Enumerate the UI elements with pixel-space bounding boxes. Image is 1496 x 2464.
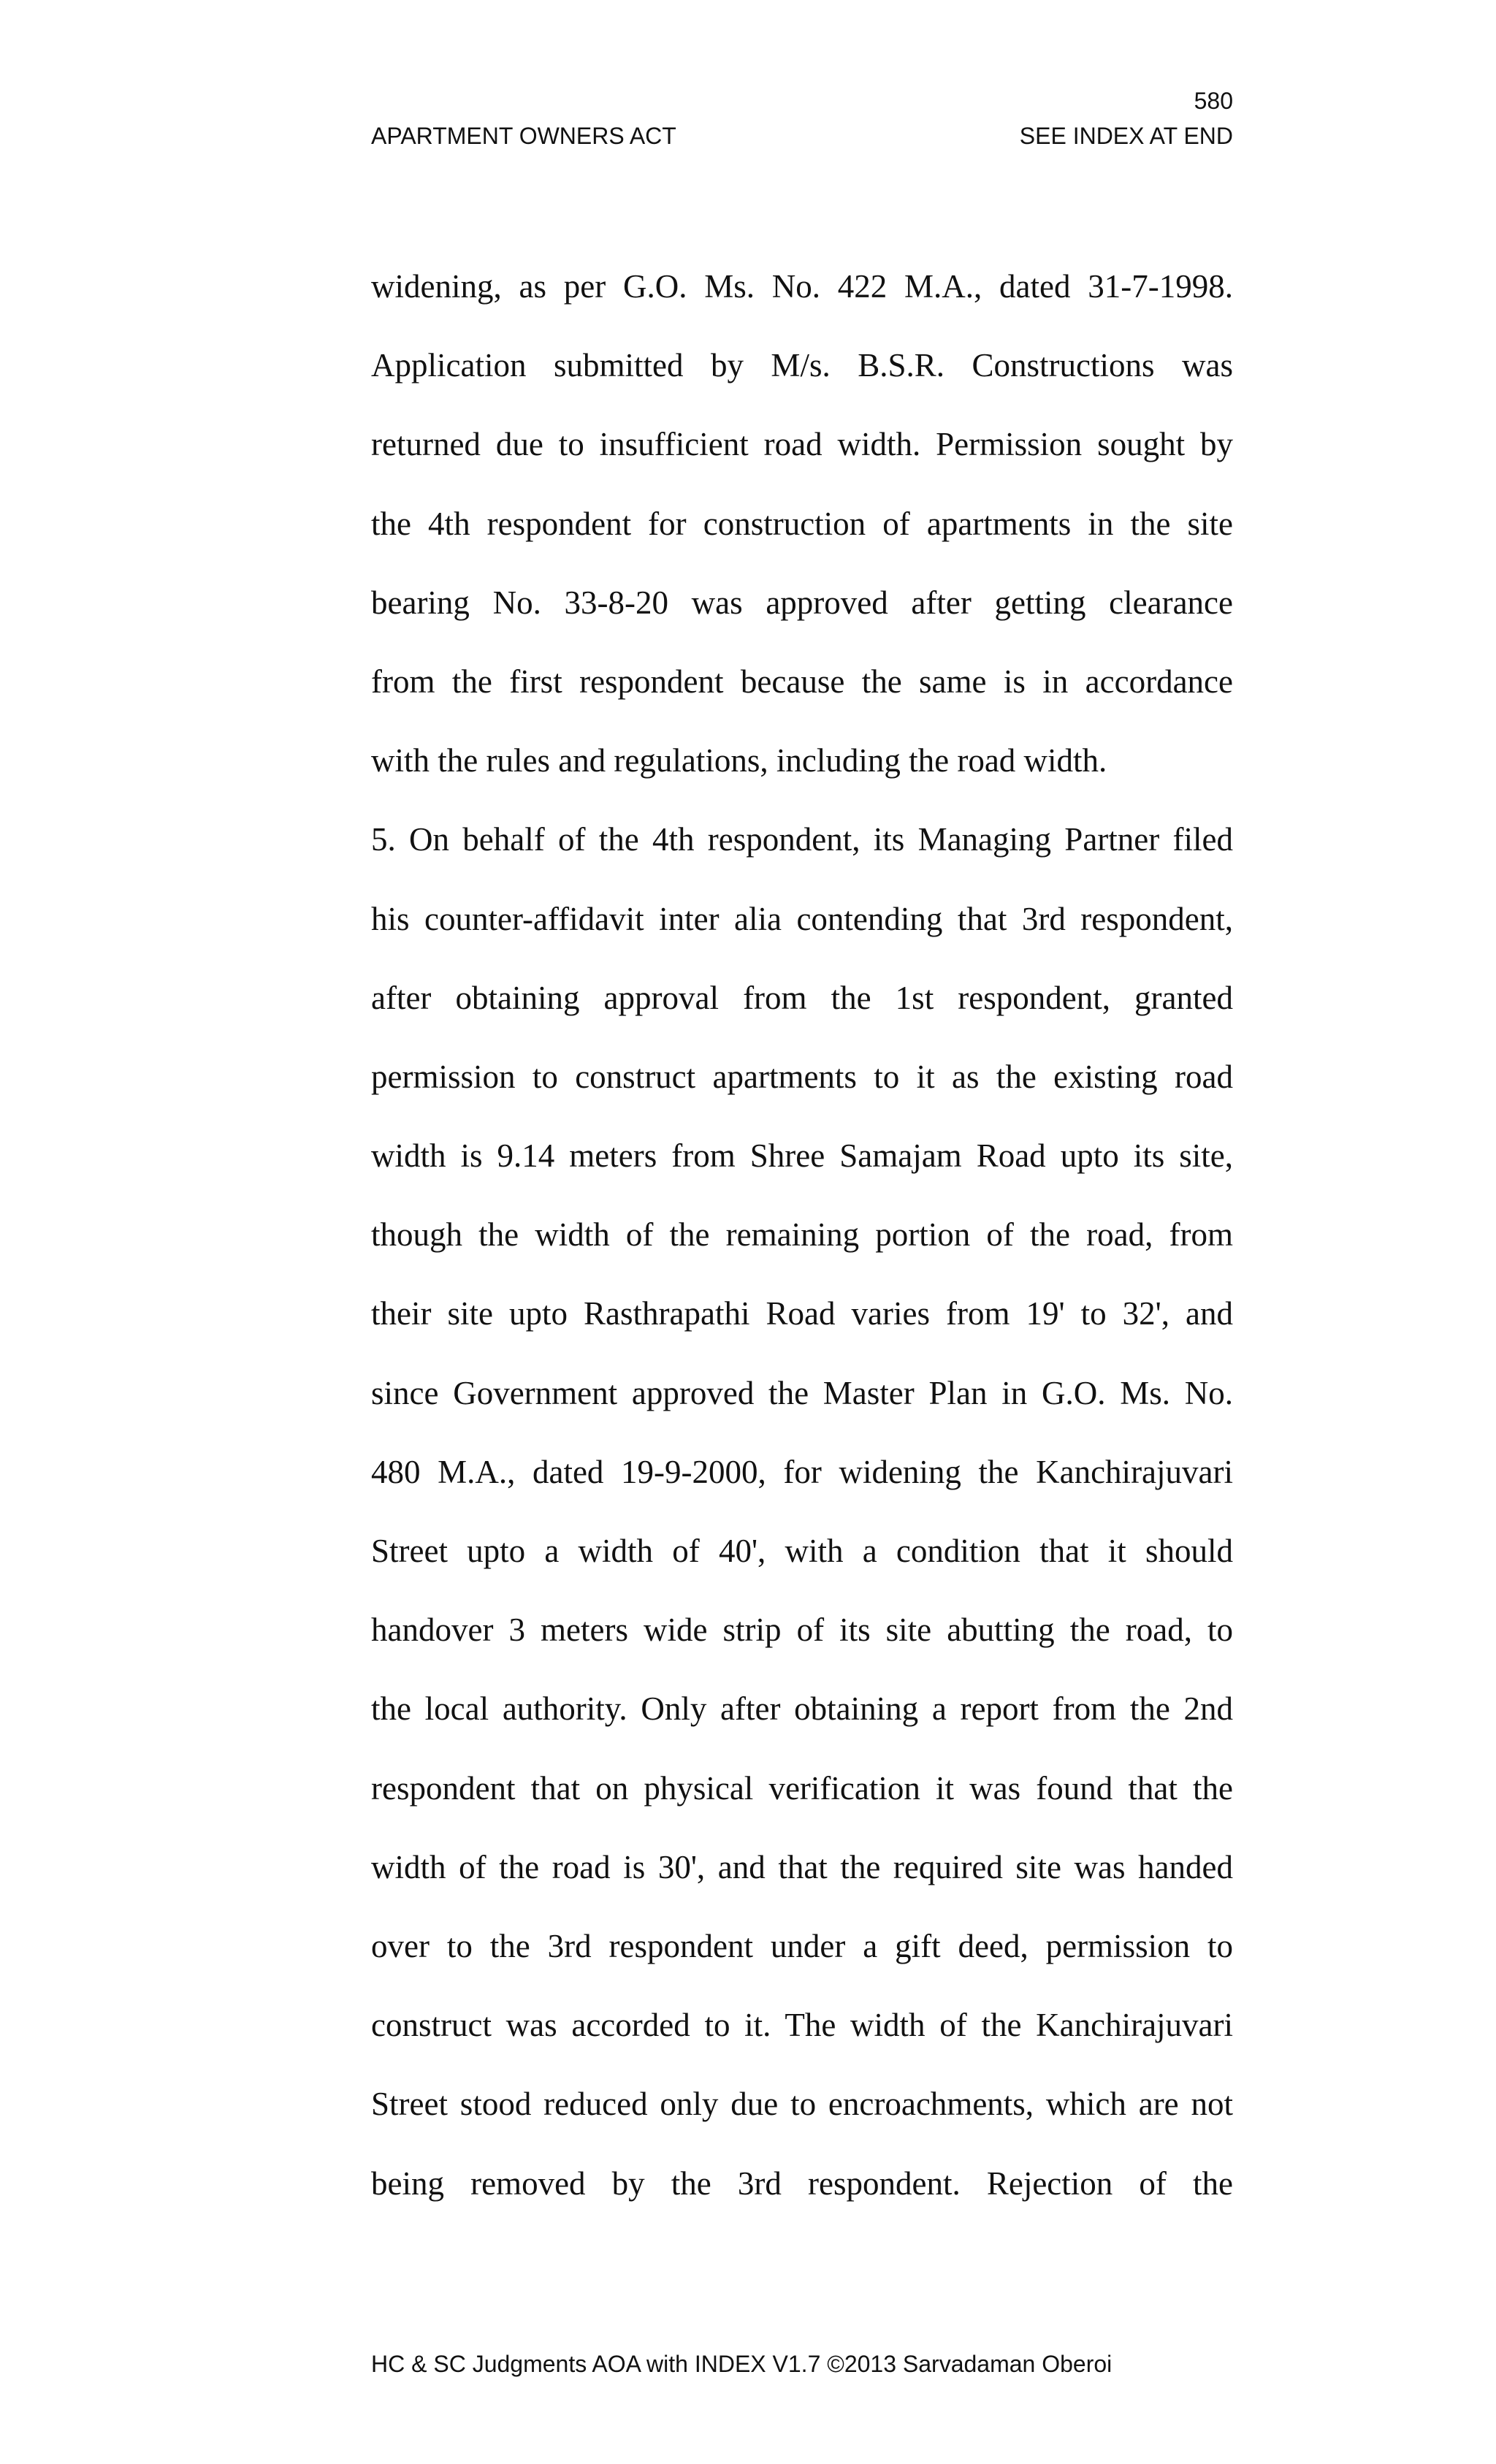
text-line: 5. On behalf of the 4th respondent, its Managing Partner filed bbox=[371, 821, 1233, 858]
text-line: his counter-affidavit inter alia contending that 3rd respondent, bbox=[371, 900, 1233, 937]
text-line: permission to construct apartments to it as the existing road bbox=[371, 1058, 1233, 1095]
text-line: Application submitted by M/s. B.S.R. Constructions was bbox=[371, 347, 1233, 384]
text-line: the 4th respondent for construction of apartments in the site bbox=[371, 505, 1233, 542]
text-line: though the width of the remaining portion of the road, from bbox=[371, 1216, 1233, 1254]
text-line: construct was accorded to it. The width of the Kanchirajuvari bbox=[371, 2007, 1233, 2044]
text-line: their site upto Rasthrapathi Road varies from 19' to 32', and bbox=[371, 1295, 1233, 1332]
running-header bbox=[371, 121, 1233, 150]
text-line: width of the road is 30', and that the required site was handed bbox=[371, 1848, 1233, 1885]
text-line: width is 9.14 meters from Shree Samajam Road upto its site, bbox=[371, 1137, 1233, 1175]
text-line: handover 3 meters wide strip of its site abutting the road, to bbox=[371, 1611, 1233, 1649]
text-line: after obtaining approval from the 1st respondent, granted bbox=[371, 979, 1233, 1016]
header-act-title: APARTMENT OWNERS ACT bbox=[371, 123, 676, 149]
text-line: returned due to insufficient road width. Permission sought by bbox=[371, 426, 1233, 463]
header-index-note: SEE INDEX AT END bbox=[1019, 123, 1233, 149]
text-line: 480 M.A., dated 19-9-2000, for widening the Kanchirajuvari bbox=[371, 1453, 1233, 1490]
text-line: bearing No. 33-8-20 was approved after getting clearance bbox=[371, 584, 1233, 621]
text-line: with the rules and regulations, including the road width. bbox=[371, 742, 1107, 779]
text-line: Street stood reduced only due to encroachments, which are not bbox=[371, 2086, 1233, 2123]
text-line: Street upto a width of 40', with a condition that it should bbox=[371, 1533, 1233, 1569]
page-number: 580 bbox=[1194, 88, 1233, 114]
text-line: widening, as per G.O. Ms. No. 422 M.A., dated 31-7-1998. bbox=[371, 268, 1233, 305]
text-line: being removed by the 3rd respondent. Rejection of the bbox=[371, 2164, 1233, 2202]
text-line: since Government approved the Master Plan in G.O. Ms. No. bbox=[371, 1374, 1233, 1411]
footer-copyright: HC & SC Judgments AOA with INDEX V1.7 ©2013 Sarvadaman Oberoi bbox=[371, 2351, 1113, 2377]
text-line: from the first respondent because the same is in accordance bbox=[371, 663, 1233, 700]
text-line: respondent that on physical verification it was found that the bbox=[371, 1769, 1233, 1807]
text-line: the local authority. Only after obtaining a report from the 2nd bbox=[371, 1690, 1233, 1728]
judgment-body-text bbox=[371, 263, 1233, 2239]
text-line: over to the 3rd respondent under a gift deed, permission to bbox=[371, 1927, 1233, 1964]
